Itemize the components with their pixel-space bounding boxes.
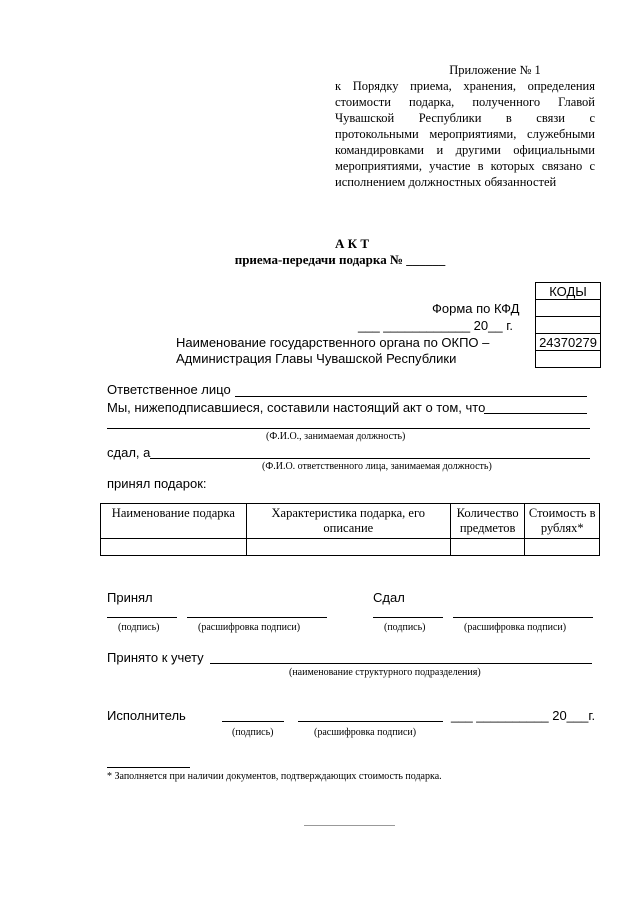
executor-label: Исполнитель	[107, 708, 186, 723]
code-kfd	[536, 300, 601, 317]
signature-caption-1: (подпись)	[118, 622, 160, 633]
executor-signature-caption: (подпись)	[232, 727, 274, 738]
executor-decoding-caption: (расшифровка подписи)	[314, 727, 417, 738]
executor-sign-line	[222, 721, 284, 722]
sign-line-2	[373, 617, 443, 618]
act-title: А К Т	[335, 236, 369, 251]
handed-over-label: Сдал	[373, 590, 405, 605]
executor-decoding-line	[298, 721, 443, 722]
accepted-label: Принял	[107, 590, 153, 605]
col-name: Наименование подарка	[101, 504, 247, 539]
table-row	[101, 539, 600, 556]
decoding-caption-1: (расшифровка подписи)	[198, 622, 301, 633]
responsible-line	[235, 396, 587, 397]
gift-table	[100, 503, 600, 556]
codes-header: КОДЫ	[536, 283, 601, 300]
bottom-separator	[304, 825, 395, 826]
org-label-1: Наименование государственного органа по ОКПО –	[176, 335, 490, 350]
sign-line-1	[107, 617, 177, 618]
decoding-line-1	[187, 617, 327, 618]
responsible-label: Ответственное лицо	[107, 382, 231, 397]
form-label: Форма по КФД	[432, 301, 520, 316]
fio-caption: (Ф.И.О., занимаемая должность)	[266, 431, 406, 442]
col-quantity: Количество предметов	[450, 504, 525, 539]
footnote-separator	[107, 767, 190, 768]
unit-name-caption: (наименование структурного подразделения)	[289, 667, 481, 678]
taken-on-account-line	[210, 663, 592, 664]
code-empty	[536, 351, 601, 368]
signature-caption-2: (подпись)	[384, 622, 426, 633]
appendix-title: Приложение № 1	[449, 63, 541, 77]
decoding-line-2	[453, 617, 593, 618]
act-subtitle: приема-передачи подарка № ______	[234, 252, 446, 267]
fio-line	[107, 428, 590, 429]
codes-table	[535, 282, 601, 368]
we-signed-line	[484, 413, 587, 414]
fio-responsible-caption: (Ф.И.О. ответственного лица, занимаемая должность)	[262, 461, 492, 472]
date-line: ___ ____________ 20__ г.	[358, 318, 513, 333]
code-okpo: 24370279	[536, 334, 601, 351]
footnote-text: * Заполняется при наличии документов, подтверждающих стоимость подарка.	[107, 771, 442, 782]
handed-label: сдал, а	[107, 445, 151, 460]
appendix-text: к Порядку приема, хранения, определения стоимости подарка, полученного Главой Чувашской Республики в связи с протокольными мероприятиями, служебными командировками и другими официальными мероприятиями, участие в которых связано с исполнением должностных обязанностей	[335, 79, 595, 189]
col-cost: Стоимость в рублях*	[525, 504, 600, 539]
we-signed-text: Мы, нижеподписавшиеся, составили настоящий акт о том, что	[107, 400, 486, 415]
col-description: Характеристика подарка, его описание	[246, 504, 450, 539]
taken-on-account-label: Принято к учету	[107, 650, 204, 665]
accepted-gift-label: принял подарок:	[107, 476, 207, 491]
handed-line	[150, 458, 590, 459]
decoding-caption-2: (расшифровка подписи)	[464, 622, 567, 633]
appendix-block	[335, 62, 595, 190]
org-label-2: Администрация Главы Чувашской Республики	[176, 351, 457, 366]
executor-date: ___ __________ 20___г.	[451, 708, 596, 723]
code-date	[536, 317, 601, 334]
